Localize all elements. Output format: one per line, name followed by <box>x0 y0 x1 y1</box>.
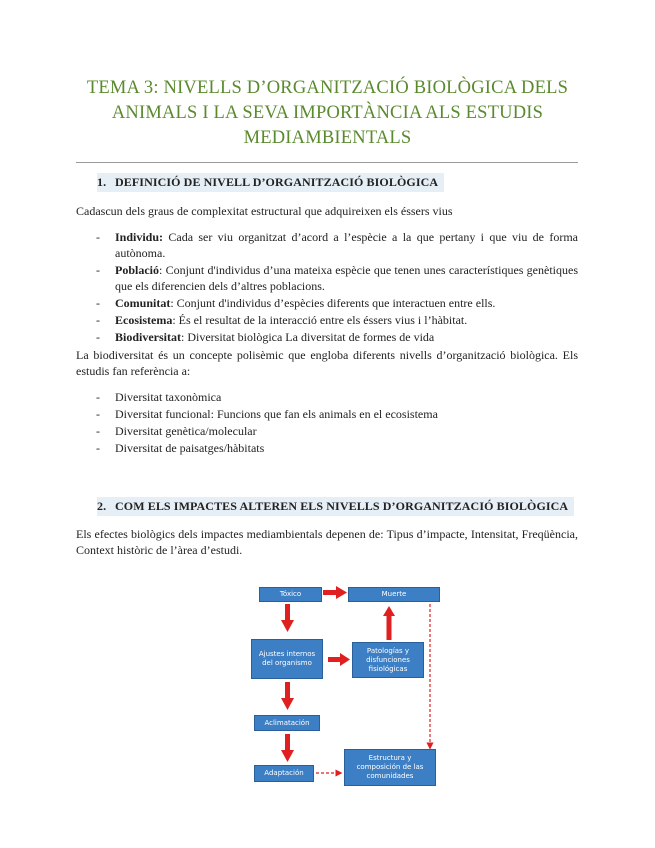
arrow-ajustes-aclimatacion <box>281 682 294 710</box>
diversity-type: Diversitat de paisatges/hàbitats <box>115 441 265 455</box>
section-2-heading <box>97 497 574 516</box>
box-aclimatacion: Aclimatación <box>254 715 320 731</box>
section-1-number: 1. <box>97 175 107 189</box>
arrow-toxico-ajustes <box>281 604 294 632</box>
arrow-ajustes-patologias <box>328 653 350 666</box>
box-muerte: Muerte <box>348 587 440 602</box>
diversity-types-list <box>76 389 578 457</box>
document-title <box>60 76 595 151</box>
level-term: Població <box>115 263 159 277</box>
section-2-number: 2. <box>97 499 107 513</box>
list-item: - Població: Conjunt d'individus d’una mateixa espècie que tenen unes característiques genètiques que els diferencien dels d’altres poblacions. <box>96 263 578 293</box>
list-item: - Biodiversitat: Diversitat biològica La diversitat de formes de vida <box>96 330 435 344</box>
list-item: - Ecosistema: És el resultat de la interacció entre els éssers vius i l’hàbitat. <box>96 313 468 327</box>
diversity-type: Diversitat funcional: Funcions que fan els animals en el ecosistema <box>115 407 438 421</box>
box-patologias: Patologías y disfunciones fisiológicas <box>352 642 424 678</box>
section-2-paragraph: Els efectes biològics dels impactes mediambientals depenen de: Tipus d’impacte, Intensitat, Freqüència, Context històric de l’àrea d’estudi. <box>76 527 578 557</box>
level-term: Comunitat <box>115 296 171 310</box>
list-item: - Diversitat funcional: Funcions que fan els animals en el ecosistema <box>96 407 438 421</box>
levels-list <box>76 229 578 346</box>
section-1-heading <box>97 173 444 192</box>
section-2-heading-text: COM ELS IMPACTES ALTEREN ELS NIVELLS D’ORGANITZACIÓ BIOLÒGICA <box>115 499 569 513</box>
title-line-3: MEDIAMBIENTALS <box>243 128 412 148</box>
level-text: : És el resultat de la interacció entre els éssers vius i l’hàbitat. <box>172 313 468 327</box>
box-toxico: Tóxico <box>259 587 322 602</box>
box-adaptacion: Adaptación <box>254 765 314 782</box>
title-line-2: ANIMALS I LA SEVA IMPORTÀNCIA ALS ESTUDIS <box>111 103 544 123</box>
biodiversity-paragraph: La biodiversitat és un concepte polisèmic que engloba diferents nivells d’organització biològica. Els estudis fan referència a: <box>76 348 578 378</box>
level-text: : Diversitat biològica La diversitat de formes de vida <box>181 330 435 344</box>
section-1-intro: Cadascun dels graus de complexitat estructural que adquireixen els éssers vius <box>76 204 453 218</box>
list-item: - Diversitat taxonòmica <box>96 390 222 404</box>
level-term: Individu: <box>115 230 164 244</box>
arrow-aclimatacion-adaptacion <box>281 734 294 762</box>
diversity-type: Diversitat genètica/molecular <box>115 424 257 438</box>
level-text: Cada ser viu organitzat d’acord a l’espècie a la que pertany i que viu de forma autònoma. <box>115 230 578 260</box>
diversity-type: Diversitat taxonòmica <box>115 390 222 404</box>
level-term: Ecosistema <box>115 313 173 327</box>
box-estructura: Estructura y composición de las comunidades <box>344 749 436 786</box>
list-item: - Comunitat: Conjunt d'individus d’espècies diferents que interactuen entre ells. <box>96 296 496 310</box>
list-item: - Diversitat de paisatges/hàbitats <box>96 441 265 455</box>
level-term: Biodiversitat <box>115 330 181 344</box>
title-line-1: TEMA 3: NIVELLS D’ORGANITZACIÓ BIOLÒGICA DELS <box>86 78 569 98</box>
list-item: - Diversitat genètica/molecular <box>96 424 257 438</box>
arrow-toxico-muerte <box>323 586 347 599</box>
impact-flow-diagram <box>250 582 450 792</box>
box-ajustes: Ajustes internos del organismo <box>251 639 323 679</box>
level-text: : Conjunt d'individus d’una mateixa espècie que tenen unes característiques genètiques que els diferencien dels d’altres poblacions. <box>115 263 578 293</box>
section-1-heading-text: DEFINICIÓ DE NIVELL D’ORGANITZACIÓ BIOLÒGICA <box>115 175 439 189</box>
list-item: - Individu: Cada ser viu organitzat d’acord a l’espècie a la que pertany i que viu de forma autònoma. <box>96 230 578 260</box>
title-divider <box>76 162 578 163</box>
arrow-patologias-muerte <box>383 606 395 640</box>
level-text: : Conjunt d'individus d’espècies diferents que interactuen entre ells. <box>170 296 496 310</box>
